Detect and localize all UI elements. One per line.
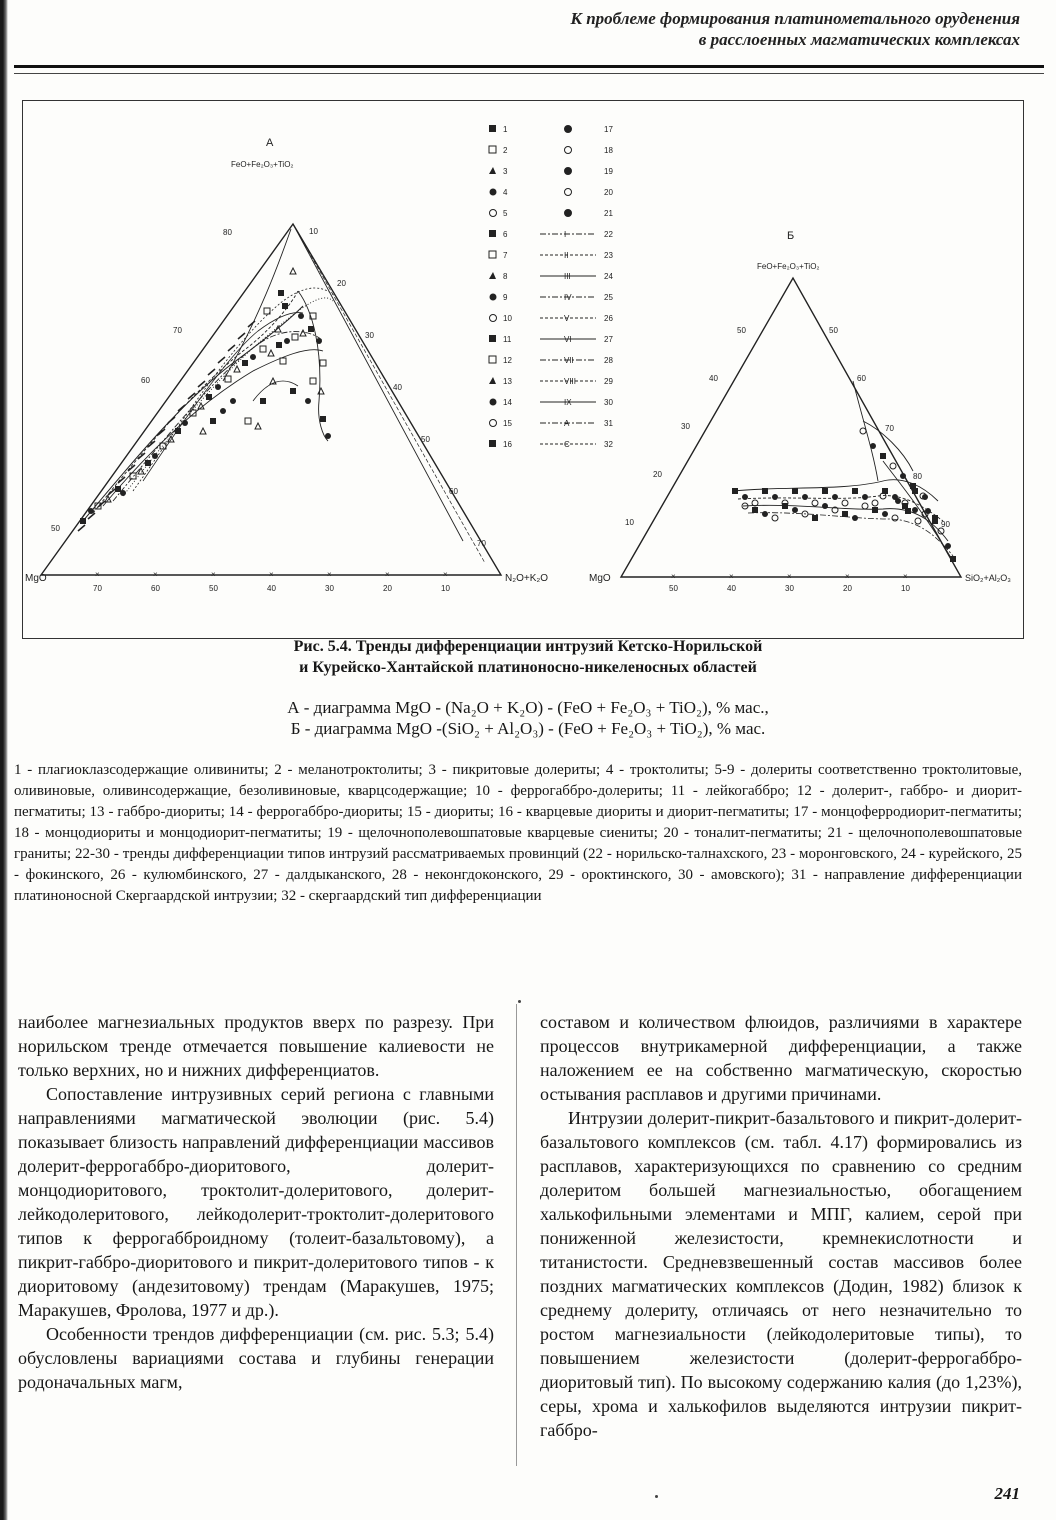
data-point: [245, 418, 251, 424]
data-point: [912, 507, 918, 513]
data-point: [792, 488, 798, 494]
left-column: [18, 1010, 494, 1394]
data-point: [278, 290, 284, 296]
data-point: [812, 515, 818, 521]
legend-number: 30: [604, 398, 613, 407]
data-point: [900, 473, 906, 479]
data-point: [220, 408, 226, 414]
tick-label: 30: [785, 584, 794, 593]
panel-a-right-label: N₂O+K₂O: [505, 573, 549, 584]
tick-mark: ×: [671, 572, 676, 581]
legend-number: 24: [604, 272, 613, 281]
data-point: [842, 500, 848, 506]
running-header-line2: в расслоенных магматических комплексах: [698, 30, 1020, 49]
data-dash: [78, 525, 85, 531]
data-point: [792, 507, 798, 513]
data-point: [200, 428, 206, 434]
tick-mark: ×: [787, 572, 792, 581]
tick-label: 70: [885, 424, 894, 433]
panel-b-left-label: MgO: [589, 573, 611, 584]
tick-label: 80: [223, 228, 232, 237]
legend-number: 16: [503, 440, 512, 449]
data-point: [895, 498, 901, 504]
data-point: [234, 366, 240, 372]
panel-b-label: Б: [787, 230, 795, 242]
right-column: [540, 1010, 1022, 1442]
data-point: [290, 268, 296, 274]
data-point: [822, 488, 828, 494]
data-point: [230, 398, 236, 404]
tick-mark: ×: [269, 570, 274, 579]
data-point: [298, 313, 304, 319]
figure-caption-title: [20, 636, 1036, 678]
panel-b-trend-lines: [733, 381, 953, 561]
panel-b-right-label: SiO₂+Al₂O₃: [965, 573, 1011, 583]
tick-mark: ×: [903, 572, 908, 581]
data-point: [268, 350, 274, 356]
header-rule-thin: [14, 73, 1044, 74]
data-point: [802, 494, 808, 500]
figure-5-4: [22, 100, 1024, 639]
panel-b-apex-label: FeO+Fe₂O₃+TiO₂: [757, 262, 820, 271]
caption-sub-line2: Б - диаграмма MgO -(SiO₂ + Al₂O₃) - (FeO + Fe₂O₃ + TiO₂), % мас.: [290, 719, 766, 738]
legend-marker: [490, 294, 497, 301]
tick-label: 70: [477, 539, 486, 548]
tick-label: 90: [941, 520, 950, 529]
tick-mark: ×: [211, 570, 216, 579]
tick-label: 50: [209, 584, 218, 593]
tick-label: 50: [737, 326, 746, 335]
legend-number: 12: [503, 356, 512, 365]
left-paragraph-3: Особенности трендов дифференциации (см. рис. 5.3; 5.4) обусловлены вариациями состава и глубины генерации родоначальных магм,: [18, 1324, 494, 1392]
tick-mark: ×: [845, 572, 850, 581]
legend-marker: [489, 272, 496, 279]
legend-roman: II: [564, 251, 569, 260]
data-point: [872, 507, 878, 513]
data-point: [832, 494, 838, 500]
tick-label: 50: [669, 584, 678, 593]
page-speck: [518, 1000, 521, 1003]
legend-marker: [565, 147, 572, 154]
legend-number: 7: [503, 251, 508, 260]
data-point: [772, 494, 778, 500]
data-point: [822, 503, 828, 509]
data-point: [300, 330, 306, 336]
legend-roman: VIII: [564, 377, 577, 386]
data-point: [915, 518, 921, 524]
running-header-line1: К проблеме формирования платинометального оруденения: [570, 9, 1020, 28]
data-point: [255, 423, 261, 429]
tick-label: 10: [901, 584, 910, 593]
legend-marker: [489, 167, 496, 174]
tick-mark: ×: [443, 570, 448, 579]
tick-label: 50: [829, 326, 838, 335]
tick-label: 60: [449, 487, 458, 496]
data-point: [872, 500, 878, 506]
legend-number: 5: [503, 209, 508, 218]
legend-number: 22: [604, 230, 613, 239]
data-point: [138, 468, 144, 474]
tick-label: 60: [141, 376, 150, 385]
data-dash: [198, 381, 205, 387]
tick-mark: ×: [327, 570, 332, 579]
column-divider: [516, 1004, 517, 1466]
data-point: [860, 428, 866, 434]
data-point: [210, 418, 216, 424]
panel-a-tick-labels: [51, 227, 486, 593]
tick-label: 30: [681, 422, 690, 431]
data-point: [320, 360, 326, 366]
legend-marker: [489, 146, 496, 153]
data-point: [250, 354, 256, 360]
figure-legend-text: 1 - плагиоклазсодержащие оливиниты; 2 - меланотроктолиты; 3 - пикритовые долериты; 4 - троктолиты; 5-9 - долериты соответственно троктолитовые, оливиновые, оливинсодержащие, безоливиновые, кварцсодержащие; 10 - феррогаббро-долериты; 11 - лейкогаббро; 12 - долерит-, габбро- и диорит-пегматиты; 13 - габбро-диориты; 14 - феррогаббро-диориты; 15 - диориты; 16 - кварцевые диориты и диорит-пегматиты; 17 - монцоферродиорит-пегматиты; 18 - монцодиориты и монцодиорит-пегматиты; 19 - щелочнополевошпатовые кварцевые сиениты; 20 - тоналит-пегматиты; 21 - щелочнополевошпатовые граниты; 22-30 - тренды дифференциации типов интрузий рассматриваемых провинций (22 - норильско-талнахского, 23 - моронговского, 24 - курейского, 25 - фокинского, 26 - кулюмбинского, 27 - далдыканского, 28 - неконгдоконского, 29 - ороктинского, 30 - амовского); 31 - направление дифференциации платиноносной Скергаардской интрузии; 32 - скергаардский тип дифференциации: [14, 762, 1022, 904]
legend-number: 20: [604, 188, 613, 197]
tick-label: 30: [325, 584, 334, 593]
tick-label: 50: [421, 435, 430, 444]
data-point: [308, 326, 314, 332]
legend-number: 1: [503, 125, 508, 134]
legend-roman: V: [564, 314, 570, 323]
tick-label: 10: [309, 227, 318, 236]
legend-marker: [489, 356, 496, 363]
panel-a-label: А: [266, 137, 274, 149]
data-point: [225, 376, 231, 382]
legend-marker: [490, 315, 497, 322]
legend-number: 15: [503, 419, 512, 428]
legend-marker: [565, 189, 572, 196]
legend-marker: [490, 420, 497, 427]
legend-marker: [490, 210, 497, 217]
panel-a-data-points: [78, 268, 331, 531]
legend-number: 2: [503, 146, 508, 155]
legend-number: 18: [604, 146, 613, 155]
ternary-diagram-b: [621, 278, 961, 577]
tick-label: 20: [843, 584, 852, 593]
legend-number: 11: [503, 335, 512, 344]
data-point: [852, 488, 858, 494]
data-point: [260, 398, 266, 404]
legend-number: 6: [503, 230, 508, 239]
tick-label: 40: [393, 383, 402, 392]
legend-marker: [489, 440, 496, 447]
data-point: [890, 463, 896, 469]
data-point: [762, 511, 768, 517]
data-point: [812, 500, 818, 506]
data-point: [280, 358, 286, 364]
legend-number: 4: [503, 188, 508, 197]
data-point: [892, 515, 898, 521]
page-speck: [655, 1495, 658, 1498]
legend-number: 19: [604, 167, 613, 176]
legend-roman: C: [564, 440, 570, 449]
tick-label: 60: [857, 374, 866, 383]
data-point: [318, 388, 324, 394]
data-point: [772, 515, 778, 521]
tick-label: 40: [727, 584, 736, 593]
legend-marker: [490, 189, 497, 196]
legend-marker: [489, 125, 496, 132]
legend-number: 9: [503, 293, 508, 302]
data-point: [292, 334, 298, 340]
caption-title-line1: Рис. 5.4. Тренды дифференциации интрузий Кетско-Норильской: [293, 638, 763, 655]
legend-number: 27: [604, 335, 613, 344]
data-dash: [208, 369, 215, 375]
left-paragraph-1: наиболее магнезиальных продуктов вверх по разрезу. При норильском тренде отмечается повышение калиевости не только верхних, но и нижних дифференциатов.: [18, 1012, 494, 1080]
legend-roman: IV: [564, 293, 572, 302]
data-point: [842, 511, 848, 517]
panel-a-left-label: MgO: [25, 573, 47, 584]
data-dash: [218, 357, 225, 363]
data-point: [752, 507, 758, 513]
legend-roman: I: [564, 230, 567, 239]
caption-sub-line1: А - диаграмма MgO - (Na₂O + K₂O) - (FeO + Fe₂O₃ + TiO₂), % мас.,: [287, 698, 769, 717]
data-point: [290, 388, 296, 394]
running-header: [570, 8, 1020, 50]
right-paragraph-1: составом и количеством флюидов, различиями в характере процессов внутрикамерной дифференциации, а также наложением ее на собственно магматическую, скоростью остывания расплавов и другими причинами.: [540, 1012, 1022, 1104]
legend-number: 8: [503, 272, 508, 281]
legend-number: 13: [503, 377, 512, 386]
legend-marker: [489, 335, 496, 342]
data-dash: [238, 333, 245, 339]
tick-label: 20: [337, 279, 346, 288]
legend-number: 32: [604, 440, 613, 449]
legend-number: 10: [503, 314, 512, 323]
tick-label: 30: [365, 331, 374, 340]
legend-marker: [489, 230, 496, 237]
legend-number: 21: [604, 209, 613, 218]
tick-label: 40: [709, 374, 718, 383]
data-point: [242, 360, 248, 366]
tick-label: 10: [441, 584, 450, 593]
left-paragraph-2: Сопоставление интрузивных серий региона с главными направлениями магматической эволюции (рис. 5.4) показывает близость направлений дифференциации массивов долерит-феррогаббро-диоритового, долерит-монцодиоритового, троктолит-долеритового, долерит-лейкодолеритового, лейкодолерит-троктолит-долеритового типов к феррогабброидному (толеит-базальтовому), а пикрит-габбро-диоритового и пикрит-долеритового типов - к диоритовому (андезитовому) трендам (Маракушев, 1975; Маракушев, Фролова, 1977 и др.).: [18, 1084, 494, 1320]
data-point: [880, 453, 886, 459]
page-number: 241: [994, 1484, 1020, 1503]
legend-roman: A: [564, 419, 570, 428]
legend-marker: [489, 377, 496, 384]
legend-number: 31: [604, 419, 613, 428]
legend-marker: [489, 251, 496, 258]
data-point: [320, 416, 326, 422]
header-rule-thick: [14, 65, 1044, 68]
legend-roman: VII: [564, 356, 574, 365]
legend-marker: [565, 210, 572, 217]
caption-title-line2: и Курейско-Хантайской платиноносно-никеленосных областей: [299, 659, 757, 676]
tick-label: 10: [625, 518, 634, 527]
data-point: [862, 503, 868, 509]
legend-number: 23: [604, 251, 613, 260]
legend-number: 3: [503, 167, 508, 176]
panel-b-tick-labels: [625, 326, 950, 593]
tick-label: 70: [173, 326, 182, 335]
tick-label: 60: [151, 584, 160, 593]
data-point: [260, 346, 266, 352]
legend-number: 17: [604, 125, 613, 134]
tick-mark: ×: [385, 570, 390, 579]
legend-roman: III: [564, 272, 571, 281]
legend-roman: IX: [564, 398, 572, 407]
tick-label: 40: [267, 584, 276, 593]
data-point: [305, 398, 311, 404]
ternary-diagram-a: [41, 224, 501, 575]
tick-label: 80: [913, 472, 922, 481]
data-point: [310, 378, 316, 384]
legend-marker: [490, 399, 497, 406]
tick-label: 20: [653, 470, 662, 479]
tick-label: 70: [93, 584, 102, 593]
symbol-legend: [489, 125, 613, 449]
tick-label: 20: [383, 584, 392, 593]
legend-roman: VI: [564, 335, 572, 344]
data-dash: [228, 345, 235, 351]
tick-mark: ×: [153, 570, 158, 579]
panel-a-apex-label: FeO+Fe₂O₃+TiO₂: [231, 160, 294, 169]
legend-number: 29: [604, 377, 613, 386]
data-point: [276, 342, 282, 348]
legend-number: 28: [604, 356, 613, 365]
data-point: [882, 511, 888, 517]
legend-marker: [565, 126, 572, 133]
data-point: [284, 338, 290, 344]
legend-marker: [565, 168, 572, 175]
figure-caption-subtitle: [20, 697, 1036, 739]
page-binding-edge: [0, 0, 8, 1520]
data-point: [932, 518, 938, 524]
legend-number: 14: [503, 398, 512, 407]
legend-number: 26: [604, 314, 613, 323]
legend-number: 25: [604, 293, 613, 302]
tick-mark: ×: [95, 570, 100, 579]
right-paragraph-2: Интрузии долерит-пикрит-базальтового и пикрит-долерит-базальтового комплексов (см. табл. 4.17) формировались из расплавов, характеризующихся по сравнению со средним долеритом большей магнезиальностью, обогащением халькофильными элементами и МПГ, калием, серой при пониженной железистости, кремнекислотности и титанистости. Средневзвешенный состав массивов более поздних магматических комплексов (Додин, 1982) близок к среднему долериту, отличаясь от него незначительно то ростом магнезиальности (лейкодолеритовые типы), то повышением железистости (долерит-феррогаббро-диоритовый тип). По высокому содержанию калия (до 1,23%), серы, хрома и халькофилов выделяются интрузии пикрит-габбро-: [540, 1108, 1022, 1440]
tick-label: 50: [51, 524, 60, 533]
panel-b-data-points: [732, 428, 956, 562]
tick-mark: ×: [729, 572, 734, 581]
